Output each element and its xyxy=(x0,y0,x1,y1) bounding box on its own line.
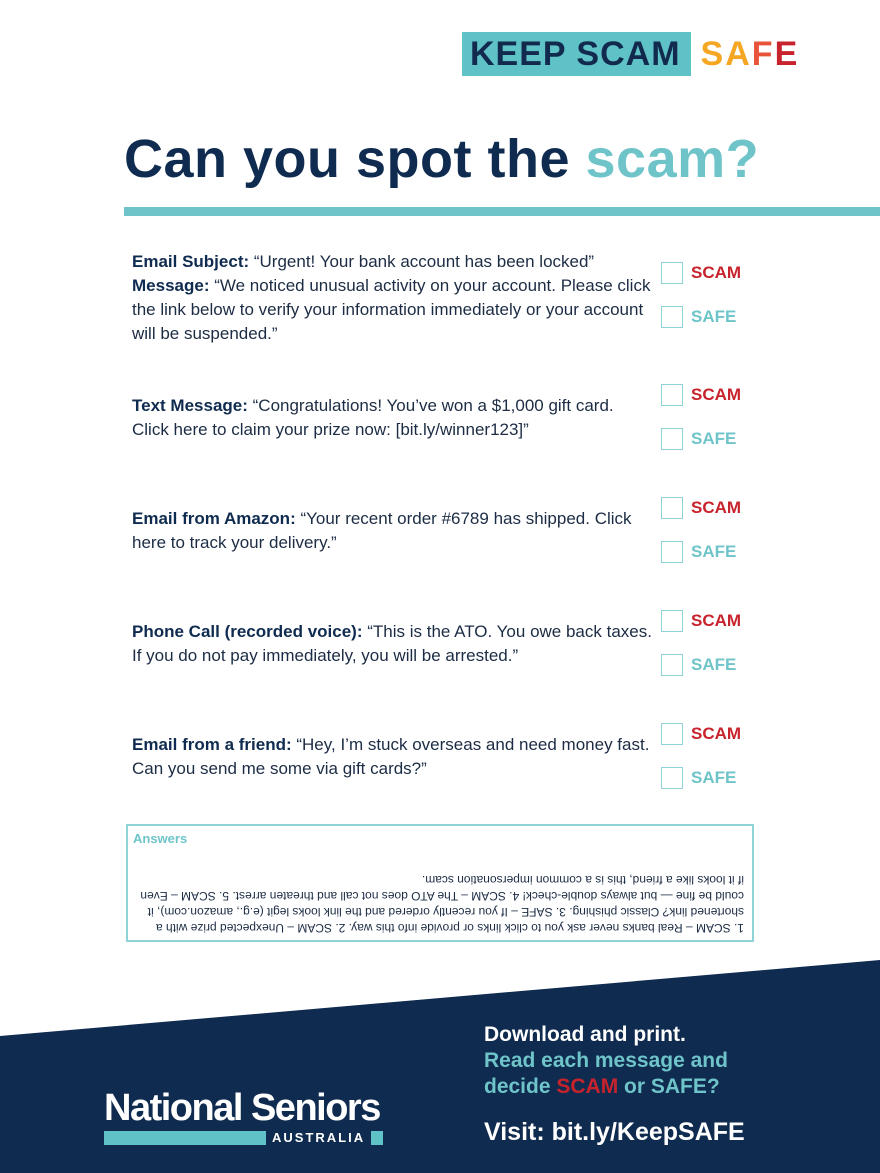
question-text xyxy=(132,733,652,781)
scam-option[interactable] xyxy=(661,384,741,406)
question-text xyxy=(132,620,652,668)
cta-line2: Read each message and xyxy=(484,1049,728,1072)
safe-option[interactable] xyxy=(661,428,736,450)
logo-safe-letter: F xyxy=(751,35,775,73)
visit-link[interactable]: Visit: bit.ly/KeepSAFE xyxy=(484,1118,745,1146)
scam-label: SCAM xyxy=(691,611,742,630)
question-line xyxy=(132,620,652,668)
logo-safe-letter: A xyxy=(725,35,752,73)
page-title xyxy=(124,128,759,190)
question-line xyxy=(132,250,652,274)
question-message: “Congratulations! You’ve won a $1,000 gift card. Click here to claim your prize now: [bit.ly/winner123]” xyxy=(132,396,614,439)
cta-line1: Download and print. xyxy=(484,1023,686,1046)
safe-label: SAFE xyxy=(691,307,737,326)
safe-checkbox[interactable] xyxy=(661,654,683,676)
scam-option[interactable] xyxy=(661,610,741,632)
question-text xyxy=(132,507,652,555)
scam-checkbox[interactable] xyxy=(661,610,683,632)
question-line xyxy=(132,274,652,346)
scam-label: SCAM xyxy=(691,385,742,404)
logo-safe-letter: E xyxy=(774,35,800,73)
scam-option[interactable] xyxy=(661,497,741,519)
national-seniors-logo xyxy=(104,1086,383,1145)
question-message: “We noticed unusual activity on your account. Please click the link below to verify your information immediately or your account will be suspended.” xyxy=(132,276,651,343)
question-label: Message: xyxy=(132,276,210,295)
logo-safe xyxy=(701,32,800,76)
answers-text-upside-down: 1. SCAM – Real banks never ask you to click links or provide info this way. 2. SCAM – Unexpected prize with a shortened link? Classic phishing. 3. SAFE – If you recently ordered and the link looks legit (e.g., amazon.com), it could be fine — but always double-check! 4. SCAM – The ATO does not call and threaten arrest. 5. SCAM – Even if it looks like a friend, this is a common impersonation scam. xyxy=(140,873,744,935)
safe-label: SAFE xyxy=(691,542,737,561)
answers-title: Answers xyxy=(133,831,188,846)
scam-checkbox[interactable] xyxy=(661,723,683,745)
org-name: National Seniors xyxy=(104,1087,380,1129)
question-line xyxy=(132,507,652,555)
question-line xyxy=(132,733,652,781)
question-label: Email Subject: xyxy=(132,252,250,271)
question-label: Phone Call (recorded voice): xyxy=(132,622,363,641)
safe-label: SAFE xyxy=(691,768,737,787)
logo-keep-scam: KEEP SCAM xyxy=(462,32,691,76)
safe-checkbox[interactable] xyxy=(661,306,683,328)
title-prefix: Can you spot the xyxy=(124,129,586,189)
scam-label: SCAM xyxy=(691,724,742,743)
title-highlight: scam? xyxy=(585,129,760,189)
org-sub-bar xyxy=(104,1130,383,1145)
safe-option[interactable] xyxy=(661,541,736,563)
scam-label: SCAM xyxy=(691,263,742,282)
safe-option[interactable] xyxy=(661,767,736,789)
call-to-action xyxy=(484,1022,728,1100)
scam-checkbox[interactable] xyxy=(661,384,683,406)
safe-label: SAFE xyxy=(691,655,737,674)
scam-checkbox[interactable] xyxy=(661,497,683,519)
question-message: “Your recent order #6789 has shipped. Click here to track your delivery.” xyxy=(132,509,632,552)
question-text xyxy=(132,394,652,442)
question-line xyxy=(132,394,652,442)
title-divider xyxy=(124,207,880,216)
safe-label: SAFE xyxy=(691,429,737,448)
scam-option[interactable] xyxy=(661,723,741,745)
scam-label: SCAM xyxy=(691,498,742,517)
safe-option[interactable] xyxy=(661,306,736,328)
keep-scam-safe-logo xyxy=(462,32,799,76)
question-message: “Hey, I’m stuck overseas and need money fast. Can you send me some via gift cards?” xyxy=(132,735,650,778)
safe-option[interactable] xyxy=(661,654,736,676)
cta-scam-word: SCAM xyxy=(556,1075,619,1098)
scam-checkbox[interactable] xyxy=(661,262,683,284)
org-sub: AUSTRALIA xyxy=(272,1130,366,1145)
question-message: “Urgent! Your bank account has been locked” xyxy=(249,252,595,271)
scam-option[interactable] xyxy=(661,262,741,284)
answers-box xyxy=(126,824,754,942)
question-label: Email from a friend: xyxy=(132,735,292,754)
question-text xyxy=(132,250,652,346)
safe-checkbox[interactable] xyxy=(661,428,683,450)
question-label: Email from Amazon: xyxy=(132,509,296,528)
question-label: Text Message: xyxy=(132,396,248,415)
question-message: “This is the ATO. You owe back taxes. If you do not pay immediately, you will be arrested.” xyxy=(132,622,652,665)
safe-checkbox[interactable] xyxy=(661,767,683,789)
cta-line3: decide SCAM or SAFE? xyxy=(484,1075,720,1098)
logo-safe-letter: S xyxy=(700,35,726,73)
safe-checkbox[interactable] xyxy=(661,541,683,563)
